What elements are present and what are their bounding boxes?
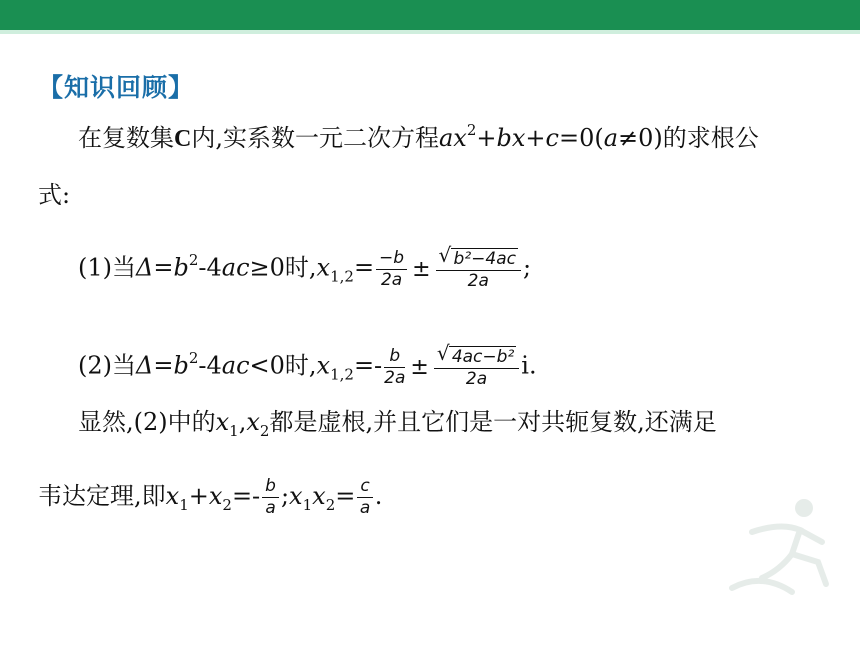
eq-c: c (545, 124, 559, 152)
frac-den: a (265, 498, 276, 518)
eq-ax: ax (438, 124, 467, 152)
sup: 2 (188, 348, 199, 367)
eq-a: a (603, 124, 619, 152)
equals: =- (353, 351, 383, 380)
note-text-1: 显然,(2)中的 (78, 408, 216, 436)
subscript: 2 (259, 421, 270, 440)
fraction-sqrt-over-2a (434, 341, 519, 389)
sup: 2 (188, 250, 199, 269)
eq-plus-2: + (525, 124, 546, 152)
sqrt-icon: √ b²−4ac (438, 243, 516, 269)
eq-plus-1: + (476, 124, 497, 152)
subscript: 1 (229, 421, 239, 440)
frac-den: a (359, 498, 371, 518)
condition: ≥0时, (249, 253, 317, 282)
intro-line-2: 式: (38, 181, 71, 209)
var-x: x (316, 351, 331, 380)
subscript: 1,2 (330, 267, 354, 286)
equals: = (153, 351, 174, 380)
var-ac: ac (221, 351, 250, 380)
var-x: x (289, 482, 303, 510)
terminator: ; (522, 253, 532, 282)
eq-sup: 2 (466, 121, 477, 139)
sqrt-content: b²−4ac (451, 248, 518, 268)
frac-den: 2a (465, 369, 488, 389)
fraction-neg-b-over-2a (376, 247, 407, 290)
var-x: x (312, 482, 326, 510)
intro-line-1 (78, 121, 759, 152)
intro-text-3: ≠0)的求根公 (618, 124, 759, 152)
case-2-lead: (2)当 (78, 351, 136, 380)
minus-four: -4 (198, 351, 222, 380)
equals: = (353, 253, 375, 282)
terminator: i. (521, 351, 537, 380)
condition: <0时, (249, 351, 317, 380)
frac-den: 2a (380, 269, 403, 290)
equals: = (335, 482, 356, 510)
note-line-2 (38, 478, 382, 517)
sqrt-icon: √ 4ac−b² (436, 341, 515, 367)
frac-num: b (262, 478, 279, 498)
plus: + (188, 482, 209, 510)
var-x: x (208, 482, 223, 510)
note-text-3: 韦达定理,即 (38, 482, 166, 510)
header-strip (0, 30, 860, 34)
var-b: b (173, 351, 189, 380)
comma: , (238, 408, 247, 436)
semicolon: ; (280, 482, 290, 510)
delta-symbol: Δ (136, 253, 154, 282)
intro-text-2: 内,实系数一元二次方程 (191, 124, 439, 152)
frac-den: 2a (467, 271, 489, 291)
eq-bx: bx (496, 124, 526, 152)
case-2-line (78, 341, 537, 389)
frac-den: 2a (384, 367, 406, 388)
plus-minus-sign: ± (410, 354, 429, 380)
fraction-c-over-a (357, 478, 372, 517)
note-line-1 (78, 408, 717, 440)
section-title: 【知识回顾】 (38, 73, 195, 102)
subscript: 2 (325, 495, 336, 514)
var-ac: ac (221, 253, 250, 282)
var-x: x (246, 408, 260, 436)
var-b: b (173, 253, 189, 282)
fraction-b-over-2a (384, 345, 406, 388)
minus-four: -4 (198, 253, 222, 282)
period: . (374, 482, 383, 510)
fraction-b-over-a (262, 478, 279, 517)
header-bar (0, 0, 860, 30)
frac-num: −b (376, 250, 407, 270)
frac-num: c (357, 478, 372, 498)
frac-num: b (384, 348, 405, 368)
subscript: 1,2 (330, 365, 354, 384)
delta-symbol: Δ (136, 351, 154, 380)
sqrt-content: 4ac−b² (449, 346, 516, 366)
var-x: x (215, 408, 230, 436)
complex-set-symbol: C (174, 126, 192, 152)
subscript: 1 (179, 495, 189, 514)
subscript: 1 (302, 495, 313, 514)
case-1-lead: (1)当 (78, 253, 136, 282)
runner-watermark-icon (722, 492, 842, 602)
var-x: x (165, 482, 180, 510)
subscript: 2 (222, 495, 232, 514)
var-x: x (316, 253, 331, 282)
equals-neg: =- (231, 482, 261, 510)
fraction-sqrt-over-2a (436, 243, 521, 291)
intro-text-1: 在复数集 (78, 124, 174, 152)
note-text-2: 都是虚根,并且它们是一对共轭复数,还满足 (269, 408, 717, 436)
eq-zero: =0( (558, 124, 604, 152)
equals: = (153, 253, 174, 282)
plus-minus-sign: ± (412, 256, 431, 282)
case-1-line (78, 243, 532, 291)
